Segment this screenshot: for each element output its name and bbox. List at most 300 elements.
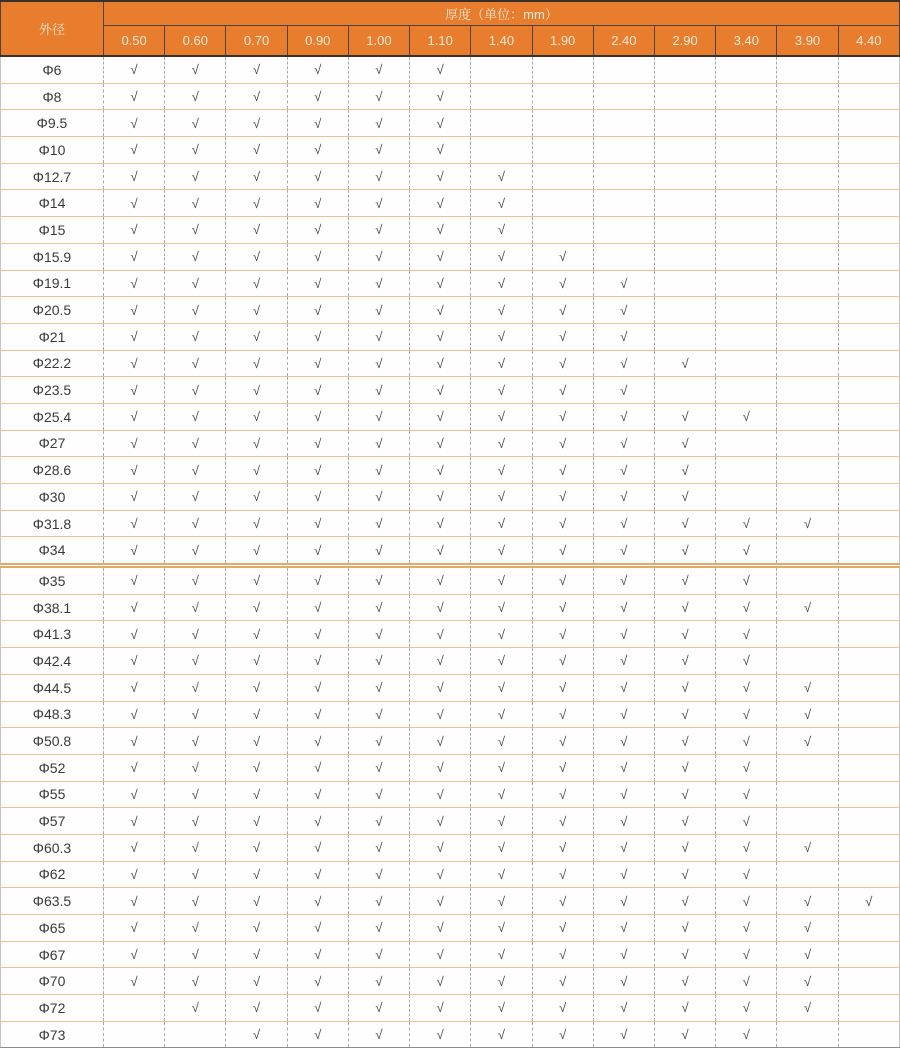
check-cell: √ — [104, 808, 165, 835]
table-row — [1, 403, 900, 430]
table-row — [1, 163, 900, 190]
empty-cell — [716, 484, 777, 511]
check-cell: √ — [165, 754, 226, 781]
check-cell: √ — [532, 594, 593, 621]
diameter-cell: Φ8 — [1, 83, 104, 110]
check-cell: √ — [226, 83, 287, 110]
empty-cell — [838, 537, 899, 566]
empty-cell — [777, 566, 838, 595]
check-cell: √ — [716, 888, 777, 915]
check-cell: √ — [532, 457, 593, 484]
table-row — [1, 190, 900, 217]
check-cell: √ — [532, 754, 593, 781]
check-cell: √ — [410, 270, 471, 297]
check-cell: √ — [348, 163, 409, 190]
check-cell: √ — [654, 537, 715, 566]
check-cell: √ — [410, 484, 471, 511]
check-cell: √ — [348, 297, 409, 324]
check-cell: √ — [532, 566, 593, 595]
check-cell: √ — [226, 350, 287, 377]
check-cell: √ — [287, 834, 348, 861]
empty-cell — [716, 297, 777, 324]
check-cell: √ — [165, 163, 226, 190]
empty-cell — [777, 243, 838, 270]
check-cell: √ — [593, 537, 654, 566]
empty-cell — [654, 110, 715, 137]
check-cell: √ — [410, 323, 471, 350]
check-cell: √ — [287, 243, 348, 270]
check-cell: √ — [654, 754, 715, 781]
diameter-column-header: 外径 — [1, 1, 104, 56]
check-cell: √ — [348, 701, 409, 728]
check-cell: √ — [410, 110, 471, 137]
table-row — [1, 217, 900, 244]
check-cell: √ — [348, 941, 409, 968]
check-cell: √ — [532, 350, 593, 377]
check-cell: √ — [471, 995, 532, 1022]
check-cell: √ — [348, 137, 409, 164]
check-cell: √ — [104, 566, 165, 595]
empty-cell — [838, 243, 899, 270]
check-cell: √ — [287, 190, 348, 217]
check-cell: √ — [654, 728, 715, 755]
check-cell: √ — [410, 377, 471, 404]
diameter-cell: Φ28.6 — [1, 457, 104, 484]
check-cell: √ — [532, 728, 593, 755]
diameter-cell: Φ67 — [1, 941, 104, 968]
check-cell: √ — [287, 537, 348, 566]
check-cell: √ — [410, 163, 471, 190]
check-cell: √ — [104, 861, 165, 888]
table-row — [1, 674, 900, 701]
diameter-cell: Φ44.5 — [1, 674, 104, 701]
empty-cell — [654, 217, 715, 244]
empty-cell — [777, 56, 838, 83]
check-cell: √ — [226, 377, 287, 404]
empty-cell — [471, 110, 532, 137]
check-cell: √ — [777, 968, 838, 995]
empty-cell — [838, 270, 899, 297]
check-cell: √ — [287, 110, 348, 137]
check-cell: √ — [226, 674, 287, 701]
check-cell: √ — [226, 137, 287, 164]
check-cell: √ — [348, 270, 409, 297]
check-cell: √ — [226, 915, 287, 942]
check-cell: √ — [532, 510, 593, 537]
check-cell: √ — [348, 754, 409, 781]
empty-cell — [777, 110, 838, 137]
table-row — [1, 137, 900, 164]
empty-cell — [593, 83, 654, 110]
diameter-cell: Φ14 — [1, 190, 104, 217]
check-cell: √ — [410, 1021, 471, 1048]
thickness-header-0.90: 0.90 — [287, 26, 348, 57]
empty-cell — [654, 243, 715, 270]
empty-cell — [532, 110, 593, 137]
check-cell: √ — [532, 834, 593, 861]
table-row — [1, 834, 900, 861]
check-cell: √ — [287, 728, 348, 755]
thickness-header-2.40: 2.40 — [593, 26, 654, 57]
empty-cell — [838, 350, 899, 377]
thickness-values-row — [1, 26, 900, 57]
check-cell: √ — [348, 83, 409, 110]
check-cell: √ — [165, 728, 226, 755]
check-cell: √ — [104, 648, 165, 675]
empty-cell — [165, 1021, 226, 1048]
check-cell: √ — [287, 915, 348, 942]
diameter-cell: Φ35 — [1, 566, 104, 595]
empty-cell — [838, 323, 899, 350]
check-cell: √ — [348, 566, 409, 595]
check-cell: √ — [716, 968, 777, 995]
table-row — [1, 1021, 900, 1048]
check-cell: √ — [165, 270, 226, 297]
check-cell: √ — [471, 1021, 532, 1048]
empty-cell — [838, 915, 899, 942]
table-row — [1, 510, 900, 537]
check-cell: √ — [471, 701, 532, 728]
check-cell: √ — [532, 621, 593, 648]
empty-cell — [838, 377, 899, 404]
check-cell: √ — [104, 377, 165, 404]
empty-cell — [593, 56, 654, 83]
empty-cell — [593, 217, 654, 244]
diameter-cell: Φ72 — [1, 995, 104, 1022]
check-cell: √ — [348, 968, 409, 995]
check-cell: √ — [410, 995, 471, 1022]
table-row — [1, 110, 900, 137]
empty-cell — [838, 510, 899, 537]
empty-cell — [838, 56, 899, 83]
empty-cell — [777, 190, 838, 217]
check-cell: √ — [471, 190, 532, 217]
table-row — [1, 995, 900, 1022]
check-cell: √ — [471, 350, 532, 377]
empty-cell — [654, 56, 715, 83]
empty-cell — [532, 163, 593, 190]
table-row — [1, 484, 900, 511]
check-cell: √ — [165, 648, 226, 675]
check-cell: √ — [471, 163, 532, 190]
empty-cell — [716, 430, 777, 457]
check-cell: √ — [104, 403, 165, 430]
check-cell: √ — [348, 457, 409, 484]
empty-cell — [777, 350, 838, 377]
empty-cell — [777, 457, 838, 484]
check-cell: √ — [348, 510, 409, 537]
check-cell: √ — [593, 834, 654, 861]
check-cell: √ — [654, 350, 715, 377]
empty-cell — [838, 968, 899, 995]
empty-cell — [777, 377, 838, 404]
check-cell: √ — [410, 754, 471, 781]
check-cell: √ — [654, 781, 715, 808]
check-cell: √ — [593, 781, 654, 808]
check-cell: √ — [165, 190, 226, 217]
diameter-cell: Φ70 — [1, 968, 104, 995]
diameter-cell: Φ55 — [1, 781, 104, 808]
check-cell: √ — [287, 403, 348, 430]
diameter-cell: Φ22.2 — [1, 350, 104, 377]
thickness-header-1.00: 1.00 — [348, 26, 409, 57]
check-cell: √ — [104, 915, 165, 942]
check-cell: √ — [410, 648, 471, 675]
check-cell: √ — [654, 941, 715, 968]
empty-cell — [654, 323, 715, 350]
table-row — [1, 701, 900, 728]
diameter-cell: Φ34 — [1, 537, 104, 566]
empty-cell — [838, 566, 899, 595]
empty-cell — [838, 1021, 899, 1048]
check-cell: √ — [471, 297, 532, 324]
check-cell: √ — [593, 594, 654, 621]
check-cell: √ — [471, 566, 532, 595]
check-cell: √ — [226, 1021, 287, 1048]
check-cell: √ — [165, 566, 226, 595]
table-row — [1, 323, 900, 350]
check-cell: √ — [226, 457, 287, 484]
check-cell: √ — [593, 350, 654, 377]
check-cell: √ — [777, 995, 838, 1022]
check-cell: √ — [471, 484, 532, 511]
check-cell: √ — [532, 323, 593, 350]
check-cell: √ — [471, 915, 532, 942]
check-cell: √ — [410, 297, 471, 324]
check-cell: √ — [226, 217, 287, 244]
check-cell: √ — [593, 648, 654, 675]
empty-cell — [838, 701, 899, 728]
check-cell: √ — [348, 190, 409, 217]
check-cell: √ — [348, 781, 409, 808]
check-cell: √ — [104, 350, 165, 377]
check-cell: √ — [226, 403, 287, 430]
check-cell: √ — [654, 457, 715, 484]
check-cell: √ — [348, 110, 409, 137]
table-row — [1, 377, 900, 404]
table-row — [1, 83, 900, 110]
diameter-cell: Φ23.5 — [1, 377, 104, 404]
check-cell: √ — [716, 995, 777, 1022]
table-row — [1, 594, 900, 621]
check-cell: √ — [348, 621, 409, 648]
empty-cell — [777, 648, 838, 675]
empty-cell — [654, 270, 715, 297]
table-row — [1, 968, 900, 995]
check-cell: √ — [226, 594, 287, 621]
empty-cell — [838, 754, 899, 781]
check-cell: √ — [410, 137, 471, 164]
check-cell: √ — [226, 754, 287, 781]
check-cell: √ — [165, 377, 226, 404]
table-row — [1, 270, 900, 297]
empty-cell — [777, 537, 838, 566]
check-cell: √ — [410, 808, 471, 835]
check-cell: √ — [348, 56, 409, 83]
check-cell: √ — [104, 510, 165, 537]
check-cell: √ — [287, 484, 348, 511]
check-cell: √ — [348, 350, 409, 377]
check-cell: √ — [593, 995, 654, 1022]
check-cell: √ — [104, 537, 165, 566]
check-cell: √ — [165, 968, 226, 995]
diameter-cell: Φ30 — [1, 484, 104, 511]
check-cell: √ — [287, 566, 348, 595]
check-cell: √ — [410, 83, 471, 110]
empty-cell — [838, 403, 899, 430]
empty-cell — [777, 270, 838, 297]
check-cell: √ — [287, 217, 348, 244]
check-cell: √ — [654, 484, 715, 511]
check-cell: √ — [654, 674, 715, 701]
check-cell: √ — [593, 941, 654, 968]
check-cell: √ — [410, 430, 471, 457]
check-cell: √ — [654, 888, 715, 915]
check-cell: √ — [410, 56, 471, 83]
check-cell: √ — [654, 566, 715, 595]
check-cell: √ — [226, 648, 287, 675]
check-cell: √ — [410, 243, 471, 270]
check-cell: √ — [287, 137, 348, 164]
diameter-cell: Φ12.7 — [1, 163, 104, 190]
check-cell: √ — [287, 297, 348, 324]
check-cell: √ — [471, 594, 532, 621]
check-cell: √ — [287, 350, 348, 377]
diameter-cell: Φ50.8 — [1, 728, 104, 755]
check-cell: √ — [165, 701, 226, 728]
check-cell: √ — [165, 110, 226, 137]
diameter-cell: Φ38.1 — [1, 594, 104, 621]
check-cell: √ — [104, 323, 165, 350]
check-cell: √ — [532, 861, 593, 888]
empty-cell — [654, 163, 715, 190]
diameter-cell: Φ62 — [1, 861, 104, 888]
check-cell: √ — [104, 754, 165, 781]
check-cell: √ — [348, 1021, 409, 1048]
check-cell: √ — [348, 648, 409, 675]
check-cell: √ — [716, 674, 777, 701]
empty-cell — [471, 137, 532, 164]
thickness-header-4.40: 4.40 — [838, 26, 899, 57]
diameter-cell: Φ9.5 — [1, 110, 104, 137]
check-cell: √ — [165, 56, 226, 83]
diameter-cell: Φ41.3 — [1, 621, 104, 648]
table-header — [1, 1, 900, 56]
check-cell: √ — [287, 808, 348, 835]
table-row — [1, 297, 900, 324]
check-cell: √ — [532, 701, 593, 728]
check-cell: √ — [226, 941, 287, 968]
empty-cell — [838, 941, 899, 968]
check-cell: √ — [410, 217, 471, 244]
empty-cell — [532, 190, 593, 217]
empty-cell — [838, 594, 899, 621]
check-cell: √ — [226, 190, 287, 217]
check-cell: √ — [654, 648, 715, 675]
empty-cell — [532, 83, 593, 110]
empty-cell — [716, 217, 777, 244]
check-cell: √ — [104, 430, 165, 457]
check-cell: √ — [716, 1021, 777, 1048]
check-cell: √ — [287, 56, 348, 83]
check-cell: √ — [777, 888, 838, 915]
check-cell: √ — [165, 861, 226, 888]
check-cell: √ — [226, 56, 287, 83]
table-row — [1, 781, 900, 808]
check-cell: √ — [104, 888, 165, 915]
check-cell: √ — [716, 701, 777, 728]
diameter-cell: Φ15 — [1, 217, 104, 244]
check-cell: √ — [348, 808, 409, 835]
empty-cell — [777, 83, 838, 110]
empty-cell — [593, 243, 654, 270]
empty-cell — [838, 834, 899, 861]
check-cell: √ — [165, 217, 226, 244]
check-cell: √ — [471, 648, 532, 675]
check-cell: √ — [471, 834, 532, 861]
check-cell: √ — [471, 621, 532, 648]
check-cell: √ — [226, 621, 287, 648]
empty-cell — [838, 861, 899, 888]
check-cell: √ — [104, 834, 165, 861]
empty-cell — [471, 83, 532, 110]
check-cell: √ — [654, 701, 715, 728]
empty-cell — [654, 377, 715, 404]
check-cell: √ — [532, 915, 593, 942]
check-cell: √ — [165, 594, 226, 621]
empty-cell — [716, 457, 777, 484]
check-cell: √ — [593, 457, 654, 484]
check-cell: √ — [593, 510, 654, 537]
empty-cell — [838, 621, 899, 648]
check-cell: √ — [165, 621, 226, 648]
diameter-cell: Φ57 — [1, 808, 104, 835]
check-cell: √ — [287, 701, 348, 728]
check-cell: √ — [471, 728, 532, 755]
thickness-header-1.90: 1.90 — [532, 26, 593, 57]
check-cell: √ — [654, 861, 715, 888]
check-cell: √ — [287, 457, 348, 484]
empty-cell — [777, 403, 838, 430]
check-cell: √ — [410, 834, 471, 861]
check-cell: √ — [532, 941, 593, 968]
check-cell: √ — [410, 861, 471, 888]
check-cell: √ — [165, 537, 226, 566]
check-cell: √ — [287, 377, 348, 404]
check-cell: √ — [287, 888, 348, 915]
check-cell: √ — [593, 674, 654, 701]
empty-cell — [838, 484, 899, 511]
thickness-header-0.50: 0.50 — [104, 26, 165, 57]
check-cell: √ — [287, 941, 348, 968]
check-cell: √ — [471, 510, 532, 537]
check-cell: √ — [226, 484, 287, 511]
check-cell: √ — [654, 834, 715, 861]
table-row — [1, 861, 900, 888]
check-cell: √ — [348, 861, 409, 888]
check-cell: √ — [532, 781, 593, 808]
check-cell: √ — [287, 1021, 348, 1048]
empty-cell — [838, 995, 899, 1022]
check-cell: √ — [716, 915, 777, 942]
check-cell: √ — [532, 403, 593, 430]
empty-cell — [532, 217, 593, 244]
check-cell: √ — [104, 110, 165, 137]
check-cell: √ — [226, 861, 287, 888]
empty-cell — [777, 781, 838, 808]
diameter-cell: Φ65 — [1, 915, 104, 942]
check-cell: √ — [226, 297, 287, 324]
